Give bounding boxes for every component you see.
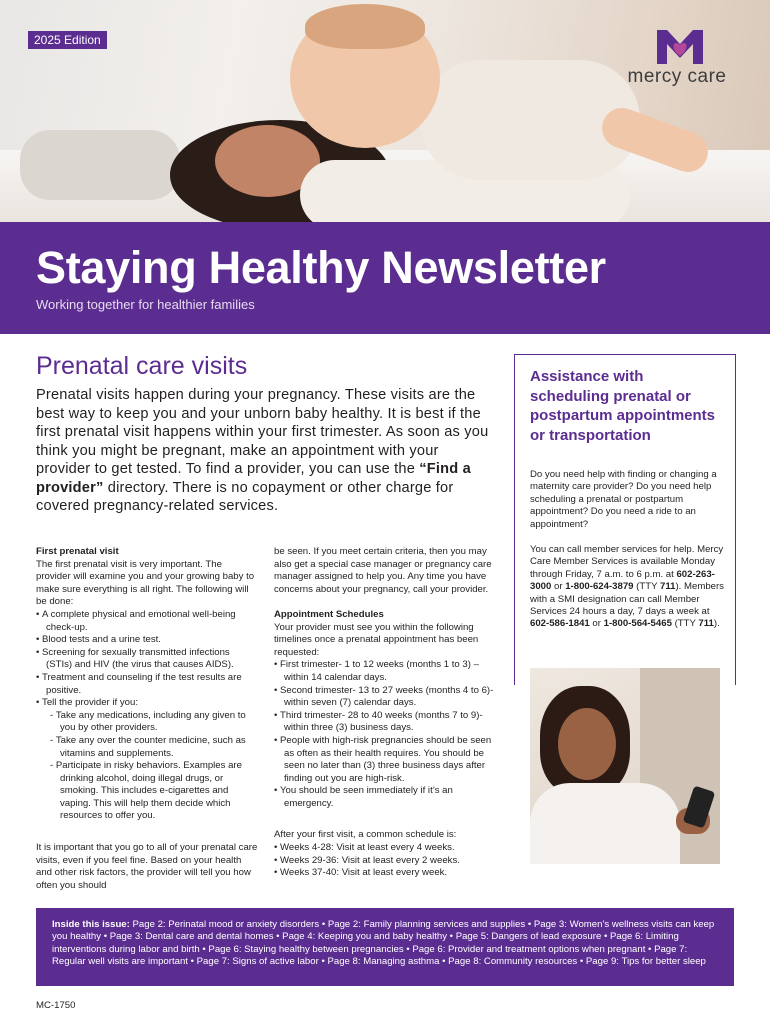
inside-this-issue [36,908,734,986]
tty-number: 711 [698,618,714,630]
continuation-text: be seen. If you meet certain criteria, then you may also get a special case manager or pregnancy care manager assigned to help you. Any time you have concerns about your pregnancy, call your provider. [274,546,492,595]
list-item: • Third trimester- 28 to 40 weeks (months 7 to 9)- within three (3) business days. [274,710,496,735]
document-code: MC-1750 [36,1000,76,1011]
answer-text: (TTY [671,618,699,630]
sidebar-title: Assistance with scheduling prenatal or postpartum appointments or transportation [530,368,716,444]
answer-text: You can call member services for help. Mercy Care Member Services is available Monday through Friday, 7 a.m. to 6 p.m. at [530,544,724,580]
list-item: • People with high-risk pregnancies should be seen as often as their health requires. You should be seen no later than (3) three business days after finding out you are high-risk. [274,735,496,785]
list-item: • Weeks 37-40: Visit at least every week. [274,867,496,880]
sidebar-question: Do you need help with finding or changing a maternity care provider? Do you need help scheduling a prenatal or postpartum appointment? Do you need a ride to an appointment? [530,469,717,530]
schedule-list [274,659,496,810]
list-item: • Treatment and counseling if the test results are positive. [36,672,258,697]
first-visit-closing: It is important that you go to all of your prenatal care visits, even if you feel fine. Based on your health and other risk factors, the provider will tell you how often you should [36,842,258,891]
list-item: • Weeks 29-36: Visit at least every 2 weeks. [274,855,496,868]
column-first-visit [36,546,258,892]
first-visit-intro: The first prenatal visit is very important. The provider will examine you and your growing baby to make sure everything is all right. The following will be done: [36,558,255,608]
section-title: Prenatal care visits [36,352,248,380]
phone-number: 602-586-1841 [530,618,590,630]
lead-text-2: directory. There is no copayment or other charge for covered pregnancy-related services. [36,479,454,514]
after-visit-intro: After your first visit, a common schedule is: [274,829,457,841]
schedules-heading: Appointment Schedules [274,608,384,620]
assistance-sidebar [514,354,736,685]
first-visit-list [36,609,258,710]
edition-badge: 2025 Edition [28,31,107,49]
title-banner [0,222,770,334]
list-item: - Take any medications, including any given to you by other providers. [36,710,258,735]
photo-woman-shirt [530,783,680,864]
inside-text [52,919,722,969]
list-item: • Second trimester- 13 to 27 weeks (months 4 to 6)- within seven (7) calendar days. [274,685,496,710]
list-item: - Take any over the counter medicine, such as vitamins and supplements. [36,735,258,760]
woman-phone-photo [530,668,720,864]
answer-text: (TTY [633,581,660,593]
hero-baby-hair [305,4,425,49]
tty-number: 711 [659,581,676,593]
newsletter-subtitle: Working together for healthier families [36,297,255,312]
inside-label: Inside this issue: [52,919,130,930]
column-schedules [274,546,496,880]
answer-text: or [551,581,566,593]
lead-paragraph [36,386,496,516]
phone-number: 1-800-564-5465 [603,618,672,630]
sidebar-answer [530,544,730,631]
list-item: • Weeks 4-28: Visit at least every 4 weeks. [274,842,496,855]
photo-woman-face [558,708,616,780]
tell-provider-list [36,710,258,823]
answer-text: ). Members with a SMI designation can call Member Services 24 hours a day, 7 days a week at [530,581,724,618]
list-item: • A complete physical and emotional well-being check-up. [36,609,258,634]
list-item: • First trimester- 1 to 12 weeks (months 1 to 3) – within 14 calendar days. [274,659,496,684]
lead-text-1: Prenatal visits happen during your pregnancy. These visits are the best way to keep you and your unborn baby healthy. It is best if the first prenatal visit happens within your first trimester. As soon as you think you might be pregnant, make an appointment with your provider to get tested. To find a provider, you can use the [36,387,489,477]
answer-text: or [589,618,604,630]
phone-number: 1-800-624-3879 [565,581,634,593]
phone-number: 602-263-3000 [530,568,715,593]
answer-text: ). [713,618,720,630]
first-visit-heading: First prenatal visit [36,546,119,557]
hero-pillow [20,130,180,200]
list-item: • Blood tests and a urine test. [36,634,258,647]
find-provider-label: “Find a provider” [36,461,471,496]
after-visit-list [274,842,496,880]
list-item: • Screening for sexually transmitted infections (STIs) and HIV (the virus that causes AIDS). [36,647,258,672]
newsletter-title: Staying Healthy Newsletter [36,242,606,293]
schedules-intro: Your provider must see you within the following timelines once a prenatal appointment has been requested: [274,621,479,658]
list-item: • You should be seen immediately if it’s an emergency. [274,785,496,810]
mercy-care-logo-icon [655,26,705,66]
list-item: • Tell the provider if you: [36,697,258,710]
inside-contents: Page 2: Perinatal mood or anxiety disorders • Page 2: Family planning services and supplies • Page 3: Women’s wellness visits can keep you healthy • Page 3: Dental care and dental homes • Page 4: Keeping you and baby healthy • Page 5: Dangers of lead exposure • Page 6: Limiting interventions during labor and birth • Page 6: Staying healthy between pregnancies • Page 6: Provider and treatment options when pregnant • Page 7: Regular well visits are important • Page 7: Signs of active labor • Page 8: Managing asthma • Page 8: Community resources • Page 9: Tips for better sleep [52,919,715,968]
list-item: - Participate in risky behaviors. Examples are drinking alcohol, doing illegal drugs, or smoking. This includes e-cigarettes and vaping. This will help them decide which resources to offer you. [36,760,258,823]
logo-text: mercy care [627,66,727,87]
